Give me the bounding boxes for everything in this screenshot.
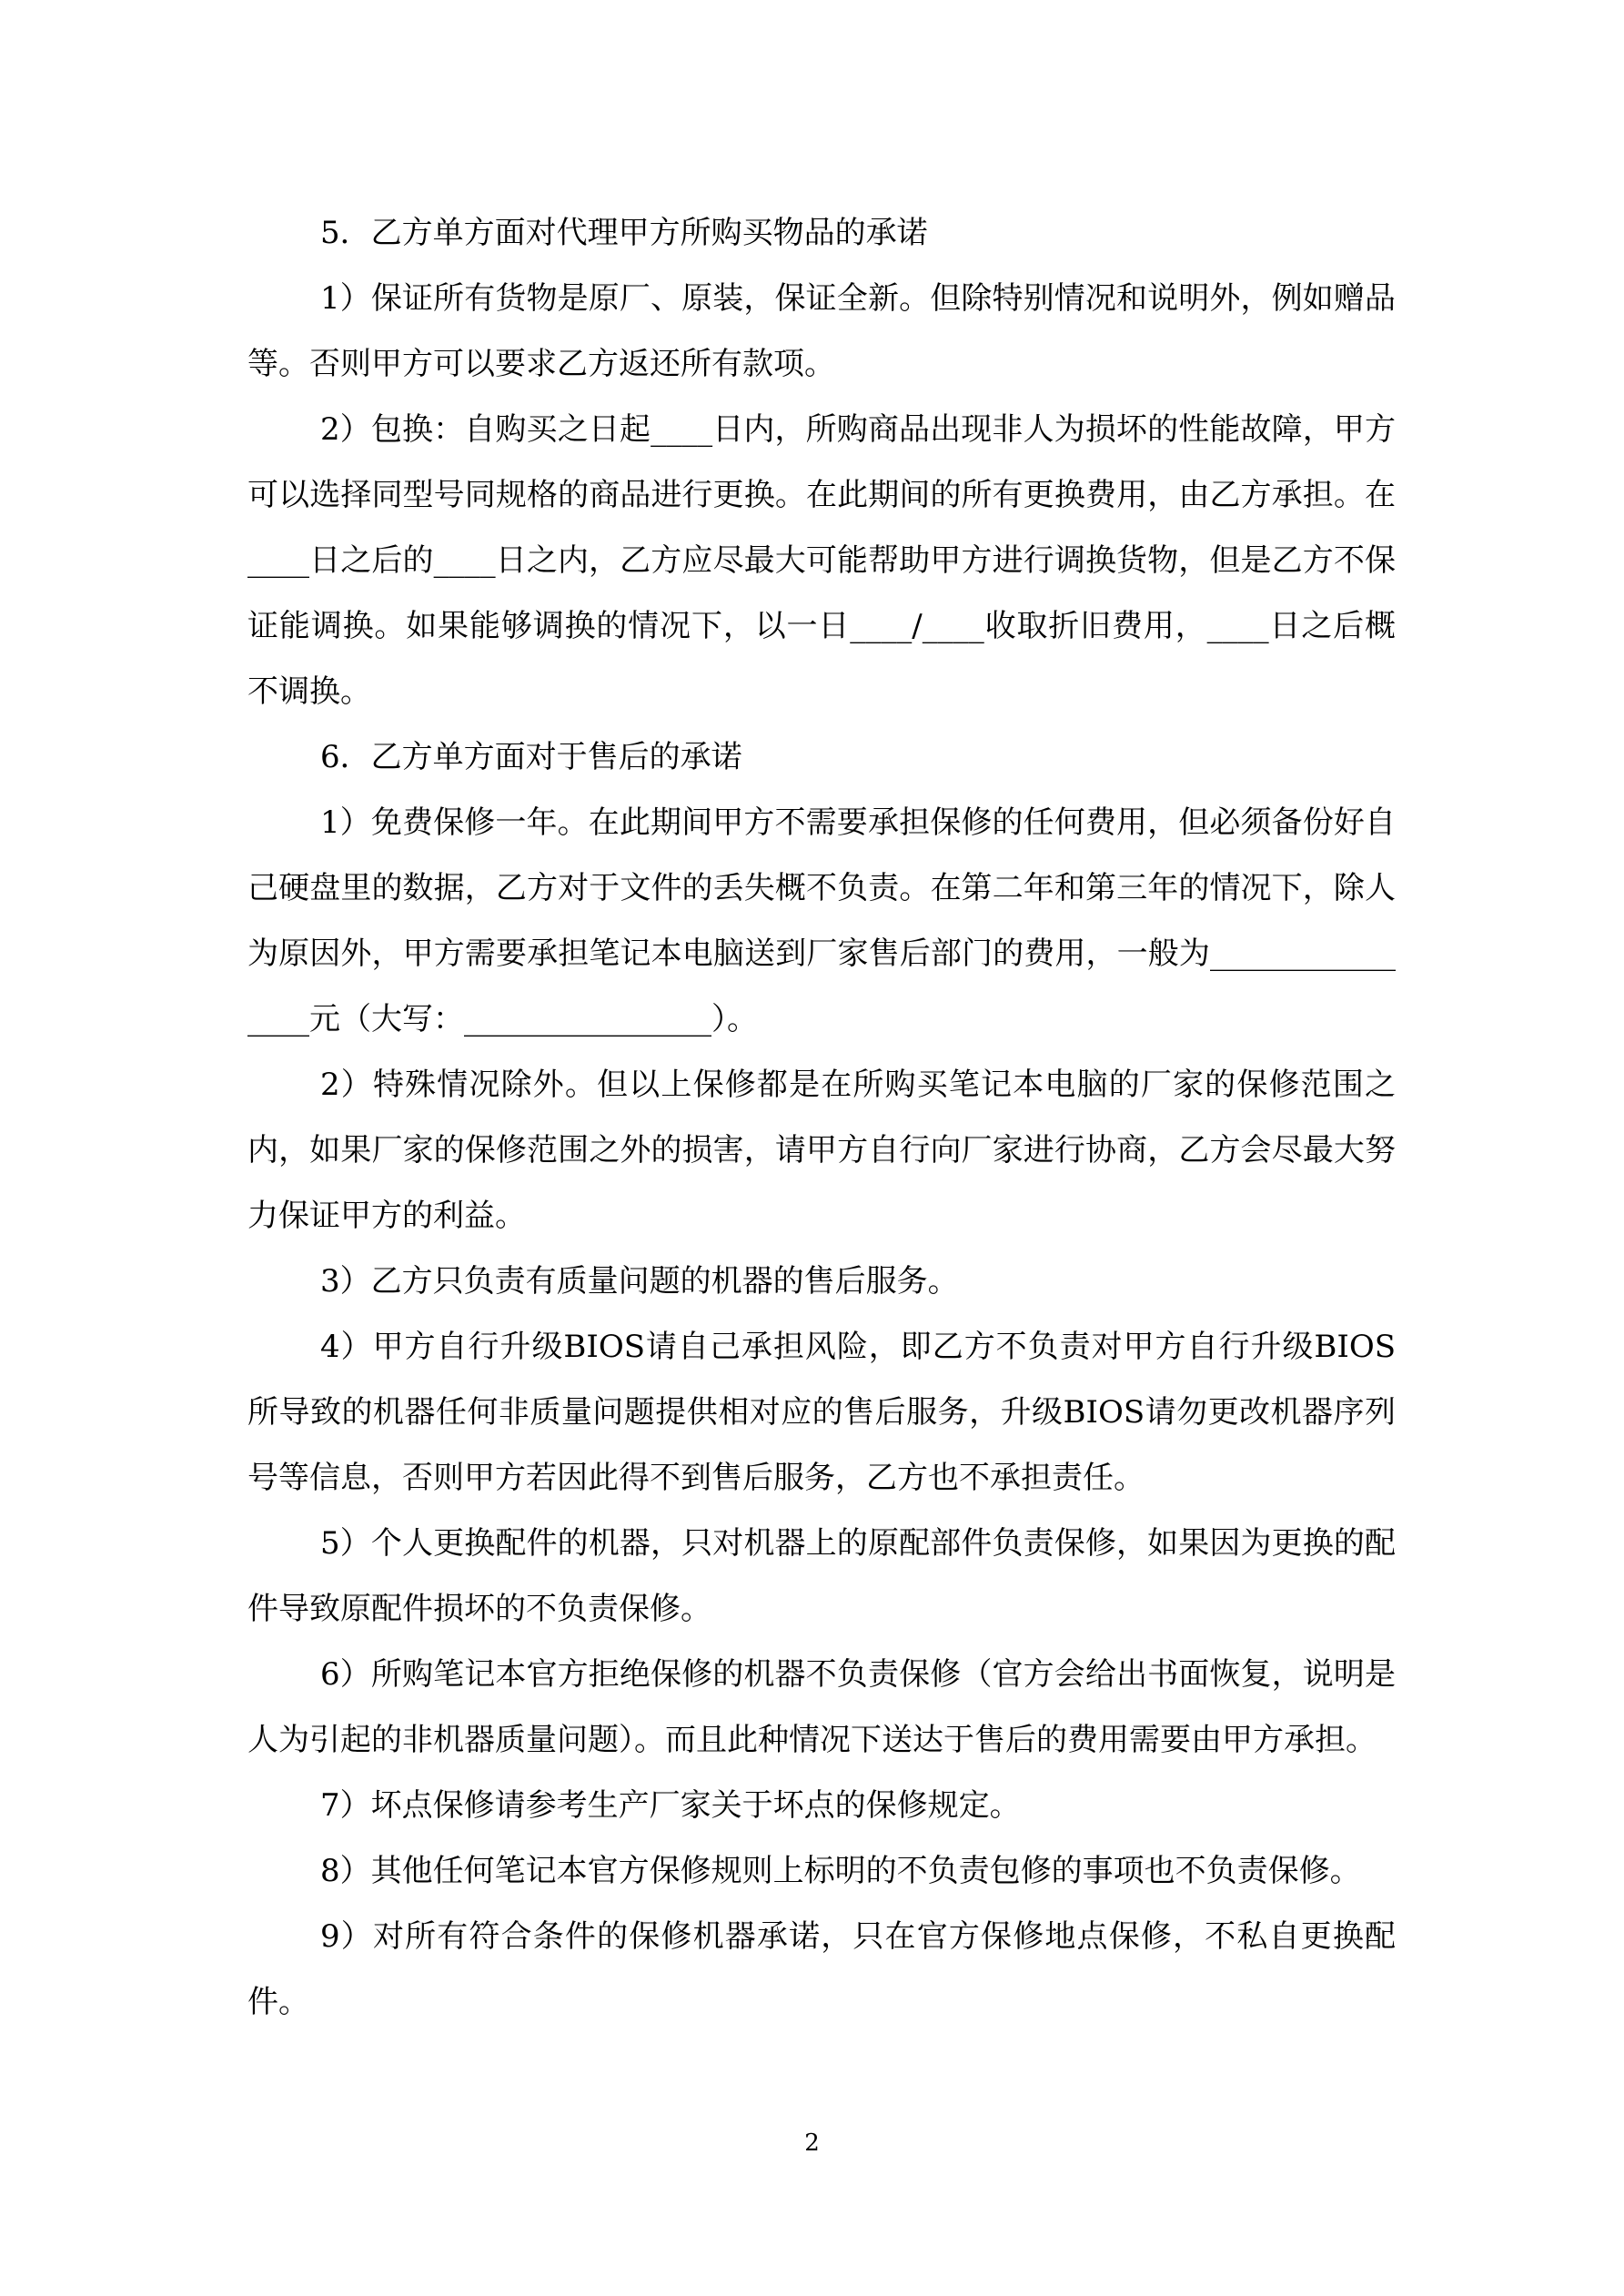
- section-5-heading: 5．乙方单方面对代理甲方所购买物品的承诺: [320, 215, 928, 251]
- document-body: [247, 200, 1396, 2035]
- page-number: 2: [804, 2129, 820, 2157]
- clause-5-2: 2）包换：自购买之日起____日内，所购商品出现非人为损坏的性能故障，甲方可以选择同型号同规格的商品进行更换。在此期间的所有更换费用，由乙方承担。在____日之后的____日之内，乙方应尽最大可能帮助甲方进行调换货物，但是乙方不保证能调换。如果能够调换的情况下，以一日____/____收取折旧费用，____日之后概不调换。: [247, 411, 1396, 710]
- clause-6-6: 6）所购笔记本官方拒绝保修的机器不负责保修（官方会给出书面恢复，说明是人为引起的非机器质量问题）。而且此种情况下送达于售后的费用需要由甲方承担。: [247, 1656, 1396, 1758]
- clause-6-3: 3）乙方只负责有质量问题的机器的售后服务。: [320, 1263, 959, 1300]
- clause-6-5: 5）个人更换配件的机器，只对机器上的原配部件负责保修，如果因为更换的配件导致原配件损坏的不负责保修。: [247, 1525, 1396, 1627]
- clause-6-7: 7）坏点保修请参考生产厂家关于坏点的保修规定。: [320, 1787, 1021, 1824]
- clause-6-4: 4）甲方自行升级BIOS请自己承担风险，即乙方不负责对甲方自行升级BIOS所导致的机器任何非质量问题提供相对应的售后服务，升级BIOS请勿更改机器序列号等信息，否则甲方若因此得不到售后服务，乙方也不承担责任。: [247, 1329, 1396, 1496]
- clause-5-1: 1）保证所有货物是原厂、原装，保证全新。但除特别情况和说明外，例如赠品等。否则甲方可以要求乙方返还所有款项。: [247, 280, 1396, 382]
- clause-6-2: 2）特殊情况除外。但以上保修都是在所购买笔记本电脑的厂家的保修范围之内，如果厂家的保修范围之外的损害，请甲方自行向厂家进行协商，乙方会尽最大努力保证甲方的利益。: [247, 1067, 1396, 1234]
- clause-6-8: 8）其他任何笔记本官方保修规则上标明的不负责包修的事项也不负责保修。: [320, 1853, 1361, 1889]
- clause-6-9: 9）对所有符合条件的保修机器承诺，只在官方保修地点保修，不私自更换配件。: [247, 1918, 1396, 2020]
- section-6-heading: 6．乙方单方面对于售后的承诺: [320, 739, 742, 775]
- clause-6-1: 1）免费保修一年。在此期间甲方不需要承担保修的任何费用，但必须备份好自己硬盘里的数据，乙方对于文件的丢失概不负责。在第二年和第三年的情况下，除人为原因外，甲方需要承担笔记本电脑送到厂家售后部门的费用，一般为________________元（大写：________________）。: [247, 804, 1396, 1037]
